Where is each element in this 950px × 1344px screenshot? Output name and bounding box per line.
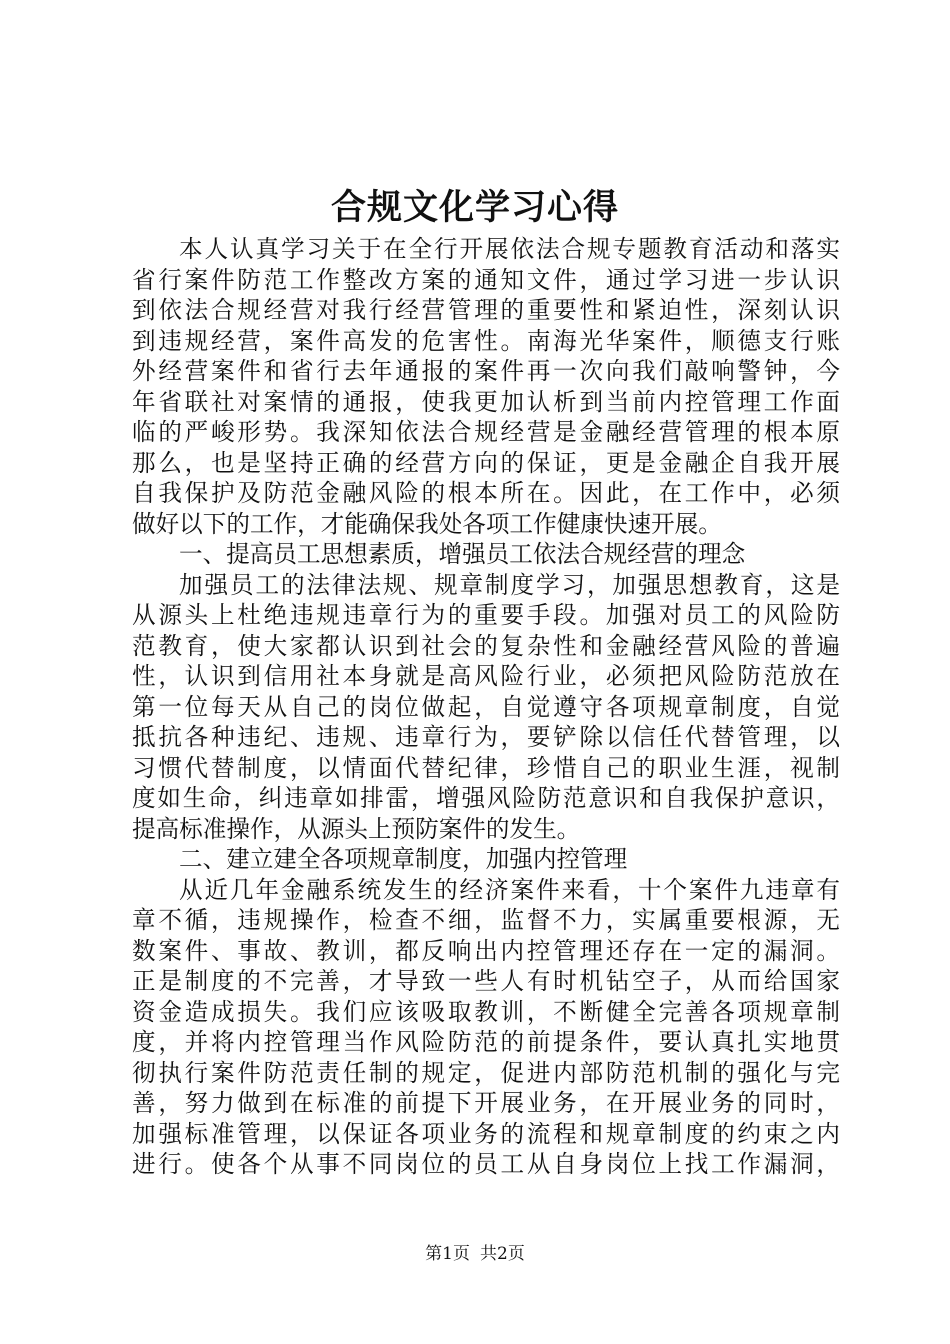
text-line: 本人认真学习关于在全行开展依法合规专题教育活动和落实 [179, 235, 840, 263]
page-footer [0, 1243, 950, 1265]
text-line: 一、提高员工思想素质，增强员工依法合规经营的理念 [179, 540, 746, 568]
text-line: 外经营案件和省行去年通报的案件再一次向我们敲响警钟，今 [132, 357, 840, 385]
text-line: 彻执行案件防范责任制的规定，促进内部防范机制的强化与完 [132, 1058, 840, 1087]
text-line: 到违规经营，案件高发的危害性。南海光华案件，顺德支行账 [132, 326, 840, 355]
text-line: 进行。使各个从事不同岗位的员工从自身岗位上找工作漏洞， [132, 1150, 840, 1178]
text-line: 临的严峻形势。我深知依法合规经营是金融经营管理的根本原 [132, 418, 840, 446]
text-line: 资金造成损失。我们应该吸取教训，不断健全完善各项规章制 [132, 997, 840, 1026]
text-line: 提高标准操作，从源头上预防案件的发生。 [132, 814, 581, 843]
text-line: 章不循，违规操作，检查不细，监督不力，实属重要根源，无 [132, 906, 840, 934]
text-line: 加强标准管理，以保证各项业务的流程和规章制度的约束之内 [132, 1119, 840, 1148]
text-line: 正是制度的不完善，才导致一些人有时机钻空子，从而给国家 [132, 967, 840, 995]
text-line: 第一位每天从自己的岗位做起，自觉遵守各项规章制度，自觉 [132, 692, 840, 721]
text-line: 度，并将内控管理当作风险防范的前提条件，要认真扎实地贯 [132, 1028, 840, 1056]
page-title: 合规文化学习心得 [330, 187, 619, 228]
text-line: 年省联社对案情的通报，使我更加认析到当前内控管理工作面 [132, 387, 840, 416]
text-line: 善，努力做到在标准的前提下开展业务，在开展业务的同时， [132, 1089, 840, 1117]
text-line: 习惯代替制度，以情面代替纪律，珍惜自己的职业生涯，视制 [132, 753, 840, 782]
text-line: 从源头上杜绝违规违章行为的重要手段。加强对员工的风险防 [132, 601, 840, 629]
text-line: 那么，也是坚持正确的经营方向的保证，更是金融企自我开展 [132, 448, 840, 477]
text-line: 加强员工的法律法规、规章制度学习，加强思想教育，这是 [179, 570, 840, 599]
text-line: 省行案件防范工作整改方案的通知文件，通过学习进一步认识 [132, 265, 840, 294]
text-line: 自我保护及防范金融风险的根本所在。因此，在工作中，必须 [132, 479, 840, 507]
text-line: 做好以下的工作，才能确保我处各项工作健康快速开展。 [132, 509, 722, 538]
text-line: 范教育，使大家都认识到社会的复杂性和金融经营风险的普遍 [132, 631, 840, 660]
text-line: 性，认识到信用社本身就是高风险行业，必须把风险防范放在 [132, 662, 840, 690]
text-line: 二、建立建全各项规章制度，加强内控管理 [179, 845, 628, 873]
page-total: 共2页 [480, 1244, 525, 1264]
page-number: 第1页 [425, 1244, 470, 1264]
text-line: 到依法合规经营对我行经营管理的重要性和紧迫性，深刻认识 [132, 296, 840, 324]
text-line: 数案件、事故、教训，都反响出内控管理还存在一定的漏洞。 [132, 936, 840, 965]
text-line: 度如生命，纠违章如排雷，增强风险防范意识和自我保护意识， [132, 784, 840, 812]
document-body [132, 234, 840, 1180]
text-line: 从近几年金融系统发生的经济案件来看，十个案件九违章有 [179, 875, 840, 904]
text-line: 抵抗各种违纪、违规、违章行为，要铲除以信任代替管理，以 [132, 723, 840, 751]
